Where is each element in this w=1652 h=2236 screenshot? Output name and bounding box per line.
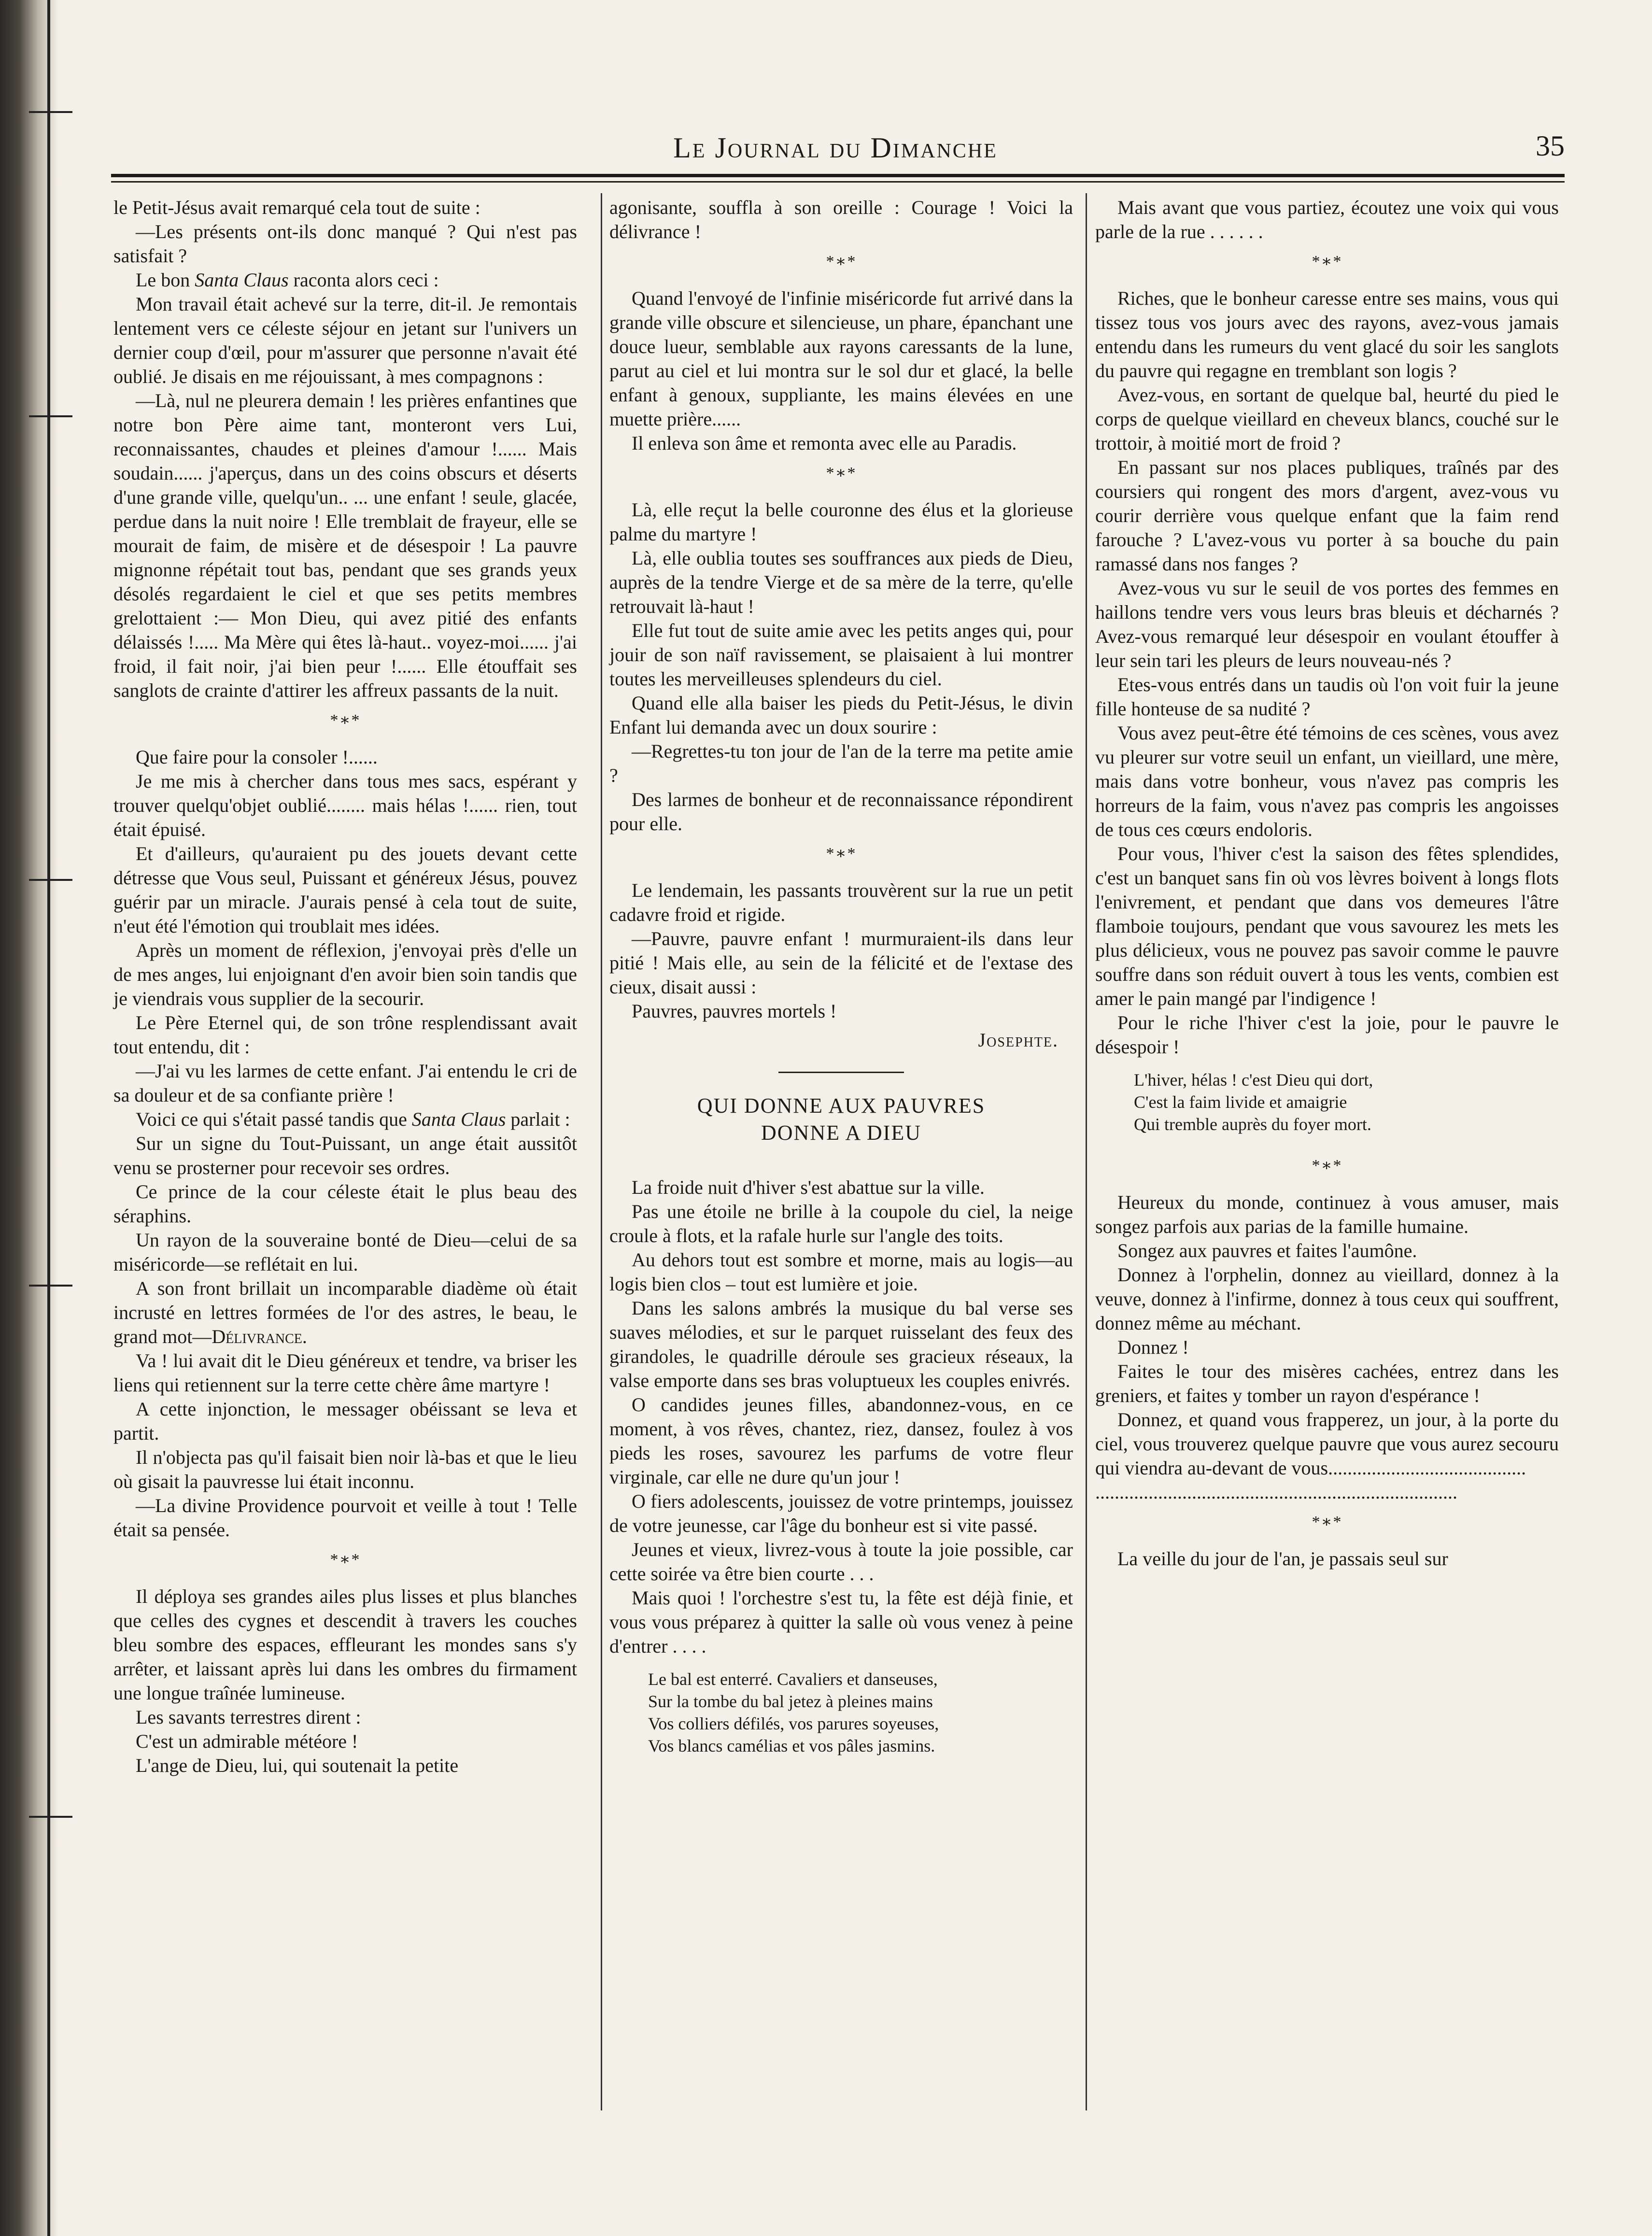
paragraph: Dans les salons ambrés la musique du bal verse ses suaves mélodies, et sur le parquet ruisselant des feux des girandoles, le quadrille déroule ses gracieux réseaux, la valse emporte dans ses bras voluptueux les couples enivrés. <box>609 1297 1073 1391</box>
paragraph: La froide nuit d'hiver s'est abattue sur la ville. <box>632 1176 985 1198</box>
paragraph: Je me mis à chercher dans tous mes sacs, espérant y trouver quelqu'objet oublié........ mais hélas !...... rien, tout était épuisé. <box>113 770 577 840</box>
section-asterism: *∗* <box>330 1551 361 1569</box>
running-head: Le Journal du Dimanche <box>673 132 998 164</box>
column-rule <box>601 193 602 2110</box>
article-headline <box>609 1092 1073 1146</box>
paragraph: Le lendemain, les passants trouvèrent sur la rue un petit cadavre froid et rigide. <box>609 879 1073 925</box>
paragraph: Au dehors tout est sombre et morne, mais au logis—au logis bien clos – tout est lumière et joie. <box>609 1249 1073 1295</box>
paragraph: Des larmes de bonheur et de reconnaissance répondirent pour elle. <box>609 789 1073 835</box>
column-rule <box>1086 193 1087 2110</box>
paragraph: Là, elle reçut la belle couronne des élus et la glorieuse palme du martyre ! <box>609 499 1073 545</box>
paragraph: Songez aux pauvres et faites l'aumône. <box>1117 1240 1417 1261</box>
paragraph: Faites le tour des misères cachées, entrez dans les greniers, et faites y tomber un rayon d'espérance ! <box>1095 1360 1559 1406</box>
section-asterism: *∗* <box>1312 1157 1342 1175</box>
paragraph: Elle fut tout de suite amie avec les petits anges qui, pour jouir de son naïf ravissement, se plaisaient à lui montrer toutes les merveilleuses splendeurs du ciel. <box>609 620 1073 690</box>
paragraph: Pour vous, l'hiver c'est la saison des fêtes splendides, c'est un banquet sans fin où vos lèvres boivent à longs flots l'enivrement, et pendant que dans vos demeures l'âtre flamboie toujours, pendant que vous savourez les mets les plus délicieux, vous ne pouvez pas savoir comme le pauvre souffre dans son réduit ouvert à tous les vents, combien est amer le pain mangé par l'indigence ! <box>1095 843 1559 1009</box>
verse-line: Le bal est enterré. Cavaliers et danseuses, <box>648 1670 938 1689</box>
section-asterism: *∗* <box>826 253 857 270</box>
paragraph: —Regrettes-tu ton jour de l'an de la terre ma petite amie ? <box>609 740 1073 786</box>
header-rule-thin <box>111 181 1565 183</box>
headline-line: QUI DONNE AUX PAUVRES <box>697 1094 986 1118</box>
paragraph: A cette injonction, le messager obéissant se leva et partit. <box>113 1398 577 1444</box>
paragraph: Jeunes et vieux, livrez-vous à toute la joie possible, car cette soirée va être bien courte . . . <box>609 1539 1073 1585</box>
binding-mark <box>29 1285 72 1287</box>
paragraph: Quand elle alla baiser les pieds du Petit-Jésus, le divin Enfant lui demanda avec un doux sourire : <box>609 692 1073 738</box>
binding-mark <box>29 111 72 113</box>
paragraph: Avez-vous, en sortant de quelque bal, heurté du pied le corps de quelque vieillard en cheveux blancs, couché sur le trottoir, à moitié mort de froid ? <box>1095 384 1559 454</box>
verse-line: L'hiver, hélas ! c'est Dieu qui dort, <box>1134 1070 1373 1090</box>
section-asterism: *∗* <box>1312 253 1342 270</box>
paragraph: —J'ai vu les larmes de cette enfant. J'ai entendu le cri de sa douleur et de sa confiante prière ! <box>113 1060 577 1106</box>
column-2 <box>609 196 1073 1769</box>
paragraph: Donnez à l'orphelin, donnez au vieillard, donnez à la veuve, donnez à l'infirme, donnez à tous ceux qui souffrent, donnez même au méchant. <box>1095 1264 1559 1334</box>
paragraph: Etes-vous entrés dans un taudis où l'on voit fuir la jeune fille honteuse de sa nudité ? <box>1095 674 1559 720</box>
binding-mark <box>29 415 72 417</box>
headline-line: DONNE A DIEU <box>761 1121 921 1145</box>
small-caps-word: Délivrance <box>212 1326 302 1347</box>
paragraph: Va ! lui avait dit le Dieu généreux et tendre, va briser les liens qui retiennent sur la terre cette chère âme martyre ! <box>113 1350 577 1396</box>
paragraph: Mais quoi ! l'orchestre s'est tu, la fête est déjà finie, et vous vous préparez à quitter la salle où vous venez à peine d'entrer . . . . <box>609 1587 1073 1657</box>
paragraph: —Là, nul ne pleurera demain ! les prières enfantines que notre bon Père aime tant, monteront vers Lui, reconnaissantes, chaudes et pleines d'amour !...... Mais soudain...... j'aperçus, dans un des coins obscurs et déserts d'une grande ville, quelqu'un.. ... une enfant ! seule, glacée, perdue dans la nuit noire ! Elle tremblait de frayeur, elle se mourait de faim, de misère et de désespoir ! La pauvre mignonne répétait tout bas, pendant que ses grands yeux désolés regardaient le ciel et que ses petits membres grelottaient :— Mon Dieu, qui avez pitié des enfants délaissés !..... Ma Mère qui êtes là-haut.. voyez-moi...... j'ai froid, il fait noir, j'ai bien peur !...... Elle étouffait ses sanglots de crainte d'attirer les affreux passants de la nuit. <box>113 390 577 701</box>
paragraph: Pas une étoile ne brille à la coupole du ciel, la neige croule à flots, et la rafale hurle sur l'angle des toits. <box>609 1201 1073 1246</box>
paragraph: —Les présents ont-ils donc manqué ? Qui n'est pas satisfait ? <box>113 221 577 267</box>
paragraph: Avez-vous vu sur le seuil de vos portes des femmes en haillons tendre vers vous leurs bras bleuis et décharnés ? Avez-vous remarqué leur désespoir en voulant étouffer à leur sein tari les pleurs de leurs nouveau-nés ? <box>1095 577 1559 671</box>
paragraph: Donnez, et quand vous frapperez, un jour, à la porte du ciel, vous trouverez quelque pauvre que vous aurez secouru qui viendra au-devant de vous......................................... <box>1095 1409 1559 1479</box>
italic-name: Santa Claus <box>411 1108 506 1130</box>
italic-name: Santa Claus <box>195 269 289 291</box>
paragraph: ........................................................................... <box>1095 1481 1457 1503</box>
paragraph: Les savants terrestres dirent : <box>136 1706 361 1728</box>
section-asterism: *∗* <box>330 711 361 729</box>
paragraph: La veille du jour de l'an, je passais seul sur <box>1117 1548 1448 1570</box>
paragraph: Pauvres, pauvres mortels ! <box>632 1000 837 1022</box>
article-separator <box>778 1072 904 1073</box>
section-asterism: *∗* <box>826 464 857 482</box>
binding-mark <box>29 879 72 881</box>
verse-stanza <box>648 1668 1073 1757</box>
paragraph: Là, elle oublia toutes ses souffrances aux pieds de Dieu, auprès de la tendre Vierge et de sa mère de la terre, qu'elle retrouvait là-haut ! <box>609 547 1073 617</box>
paragraph: Il déploya ses grandes ailes plus lisses et plus blanches que celles des cygnes et descendit à travers les couches bleu sombre des espaces, effleurant les mondes sans s'y arrêter, et laissant après lui dans les ombres du firmament une longue traînée lumineuse. <box>113 1585 577 1704</box>
paragraph: C'est un admirable météore ! <box>136 1730 358 1752</box>
verse-line: Sur la tombe du bal jetez à pleines mains <box>648 1692 933 1711</box>
verse-line: Vos colliers défilés, vos parures soyeuses, <box>648 1714 939 1733</box>
paragraph: Sur un signe du Tout-Puissant, un ange était aussitôt venu se prosterner pour recevoir ses ordres. <box>113 1132 577 1178</box>
paragraph: Le bon Santa Claus raconta alors ceci : <box>136 269 439 291</box>
verse-line: Qui tremble auprès du foyer mort. <box>1134 1115 1371 1134</box>
paragraph: agonisante, souffla à son oreille : Courage ! Voici la délivrance ! <box>609 197 1073 242</box>
paragraph: Après un moment de réflexion, j'envoyai près d'elle un de mes anges, lui enjoignant d'en avoir bien soin tandis que je viendrais vous supplier de la secourir. <box>113 939 577 1009</box>
paragraph: —La divine Providence pourvoit et veille à tout ! Telle était sa pensée. <box>113 1495 577 1541</box>
verse-line: C'est la faim livide et amaigrie <box>1134 1092 1347 1112</box>
paragraph: O fiers adolescents, jouissez de votre printemps, jouissez de votre jeunesse, car l'âge du bonheur est si vite passé. <box>609 1490 1073 1536</box>
verse-stanza <box>1134 1069 1559 1135</box>
paragraph: Donnez ! <box>1117 1336 1189 1358</box>
paragraph: Que faire pour la consoler !...... <box>136 746 378 768</box>
paragraph: —Pauvre, pauvre enfant ! murmuraient-ils dans leur pitié ! Mais elle, au sein de la félicité et de l'extase des cieux, disait aussi : <box>609 928 1073 998</box>
paragraph: Voici ce qui s'était passé tandis que Santa Claus parlait : <box>136 1108 570 1130</box>
section-asterism: *∗* <box>1312 1513 1342 1531</box>
paragraph: Vous avez peut-être été témoins de ces scènes, vous avez vu pleurer sur votre seuil un enfant, un vieillard, une mère, mais dans votre bonheur, vous n'avez pas compris les horreurs de la faim, vous n'avez pas compris les angoisses de tous ces cœurs endoloris. <box>1095 722 1559 840</box>
column-3 <box>1095 196 1559 1571</box>
binding-rule <box>47 0 50 2236</box>
verse-line: Vos blancs camélias et vos pâles jasmins. <box>648 1736 935 1755</box>
paragraph: Mon travail était achevé sur la terre, dit-il. Je remontais lentement vers ce céleste séjour en jetant sur l'univers un dernier coup d'œil, pour m'assurer que personne n'avait été oublié. Je disais en me réjouissant, à mes compagnons : <box>113 293 577 387</box>
column-1 <box>113 196 577 1778</box>
paragraph: En passant sur nos places publiques, traînés par des coursiers qui rongent des mors d'argent, avez-vous vu courir derrière vous quelque enfant que la faim rend farouche ? L'avez-vous vu porter à sa bouche du pain ramassé dans nos fanges ? <box>1095 456 1559 575</box>
paragraph: Riches, que le bonheur caresse entre ses mains, vous qui tissez tous vos jours avec des rayons, avez-vous jamais entendu dans les rumeurs du vent glacé du soir les sanglots du pauvre qui regagne en tremblant son logis ? <box>1095 287 1559 382</box>
paragraph: L'ange de Dieu, lui, qui soutenait la petite <box>136 1755 459 1776</box>
binding-mark <box>29 1816 72 1818</box>
header-rule-thick <box>111 174 1565 177</box>
paragraph: Ce prince de la cour céleste était le plus beau des séraphins. <box>113 1181 577 1227</box>
paragraph: Il enleva son âme et remonta avec elle au Paradis. <box>632 432 1017 454</box>
author-signature: Josephte. <box>978 1029 1059 1051</box>
paragraph: Le Père Eternel qui, de son trône resplendissant avait tout entendu, dit : <box>113 1012 577 1058</box>
paragraph: Heureux du monde, continuez à vous amuser, mais songez parfois aux parias de la famille humaine. <box>1095 1191 1559 1237</box>
paragraph: le Petit-Jésus avait remarqué cela tout de suite : <box>113 197 480 218</box>
paragraph: Il n'objecta pas qu'il faisait bien noir là-bas et que le lieu où gisait la pauvresse lui était inconnu. <box>113 1446 577 1492</box>
page-number: 35 <box>1536 130 1565 162</box>
section-asterism: *∗* <box>826 845 857 863</box>
paragraph: Pour le riche l'hiver c'est la joie, pour le pauvre le désespoir ! <box>1095 1012 1559 1058</box>
paragraph: Mais avant que vous partiez, écoutez une voix qui vous parle de la rue . . . . . . <box>1095 197 1559 242</box>
paragraph: Quand l'envoyé de l'infinie miséricorde fut arrivé dans la grande ville obscure et silencieuse, un phare, épanchant une douce lueur, semblable aux rayons caressants de la lune, parut au ciel et lui montra sur le sol dur et glacé, la belle enfant à genoux, suppliante, les mains élevées en une muette prière...... <box>609 287 1073 430</box>
paragraph: Un rayon de la souveraine bonté de Dieu—celui de sa miséricorde—se reflétait en lui. <box>113 1229 577 1275</box>
paragraph: Et d'ailleurs, qu'auraient pu des jouets devant cette détresse que Vous seul, Puissant et généreux Jésus, pouvez guérir par un miracle. J'aurais pensé à cela tout de suite, n'eut été l'émotion qui troublait mes idées. <box>113 843 577 937</box>
paragraph: O candides jeunes filles, abandonnez-vous, en ce moment, à vos rêves, chantez, riez, dansez, foulez à vos pieds les roses, savourez les parfums de votre fleur virginale, car elle ne dure qu'un jour ! <box>609 1394 1073 1488</box>
paragraph: A son front brillait un incomparable diadème où était incrusté en lettres formées de l'or des astres, le beau, le grand mot—Délivrance. <box>113 1277 577 1347</box>
